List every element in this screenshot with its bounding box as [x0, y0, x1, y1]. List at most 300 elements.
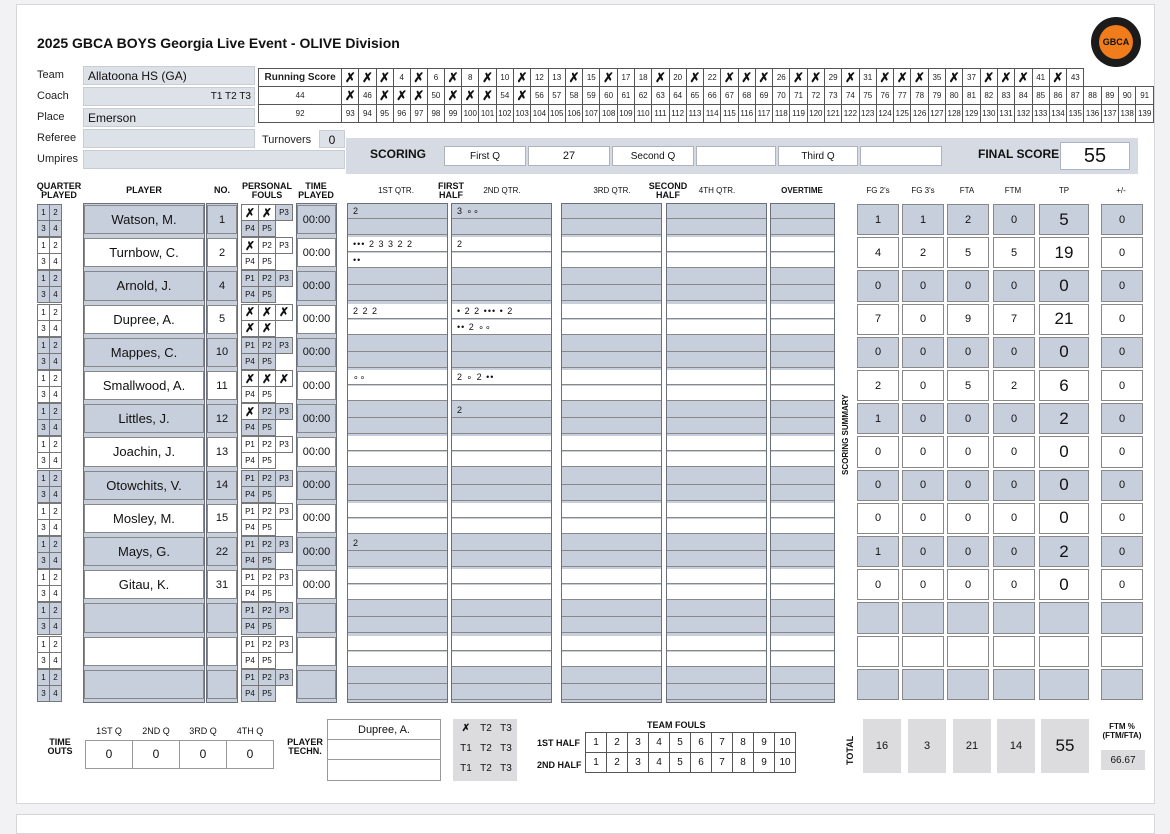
- player-name[interactable]: Otowchits, V.: [84, 471, 204, 500]
- running-score-139[interactable]: 139: [1136, 105, 1154, 123]
- quarter-box[interactable]: 4: [50, 685, 62, 701]
- player-number[interactable]: 31: [207, 570, 237, 599]
- foul-box-marked[interactable]: ✗: [242, 371, 259, 387]
- q3-score-cell[interactable]: [562, 270, 661, 285]
- quarter-box[interactable]: 4: [50, 353, 62, 369]
- running-score-105[interactable]: 105: [548, 105, 565, 123]
- foul-box[interactable]: P2: [259, 271, 276, 287]
- foul-box[interactable]: P5: [259, 387, 276, 403]
- running-score-75[interactable]: 75: [859, 87, 876, 105]
- quarter-box[interactable]: 3: [38, 420, 50, 436]
- running-score-63[interactable]: 63: [652, 87, 669, 105]
- player-number[interactable]: 10: [207, 338, 237, 367]
- ot-score-cell[interactable]: [771, 669, 834, 684]
- q4-score-cell[interactable]: [667, 370, 766, 385]
- quarter-box[interactable]: 2: [50, 304, 62, 320]
- quarter-box[interactable]: 1: [38, 503, 50, 519]
- foul-box-marked[interactable]: ✗: [276, 304, 293, 320]
- tech-box[interactable]: T2: [480, 723, 492, 734]
- running-score-132[interactable]: 132: [1015, 105, 1032, 123]
- running-score-20[interactable]: 20: [669, 69, 686, 87]
- foul-box[interactable]: P3: [276, 470, 293, 486]
- quarter-box[interactable]: 1: [38, 271, 50, 287]
- q1-score-cell[interactable]: [348, 652, 447, 667]
- time-played[interactable]: 00:00: [297, 371, 336, 400]
- q4-score-cell[interactable]: [667, 204, 766, 219]
- running-score-51[interactable]: ✗: [444, 87, 461, 105]
- ot-score-cell[interactable]: [771, 304, 834, 319]
- q3-score-cell[interactable]: [562, 602, 661, 617]
- ot-score-cell[interactable]: [771, 585, 834, 600]
- foul-box[interactable]: P3: [276, 636, 293, 652]
- time-played[interactable]: 00:00: [297, 471, 336, 500]
- q3-score-cell[interactable]: [562, 237, 661, 252]
- ot-score-cell[interactable]: [771, 602, 834, 617]
- team-foul-box[interactable]: 1: [586, 753, 607, 773]
- q4-score-cell[interactable]: [667, 320, 766, 335]
- q3-score-cell[interactable]: [562, 220, 661, 235]
- tech-box[interactable]: T2: [480, 743, 492, 754]
- running-score-5[interactable]: ✗: [410, 69, 427, 87]
- foul-box[interactable]: P5: [259, 619, 276, 635]
- quarter-box[interactable]: 4: [50, 221, 62, 237]
- team-foul-box[interactable]: 9: [754, 753, 775, 773]
- player-name[interactable]: Turnbow, C.: [84, 238, 204, 267]
- running-score-12[interactable]: 12: [531, 69, 548, 87]
- foul-box[interactable]: P4: [242, 387, 259, 403]
- foul-box[interactable]: P1: [242, 537, 259, 553]
- player-number[interactable]: [207, 670, 237, 699]
- running-score-125[interactable]: 125: [894, 105, 911, 123]
- foul-box[interactable]: P2: [259, 503, 276, 519]
- time-played[interactable]: [297, 670, 336, 699]
- player-name[interactable]: Mosley, M.: [84, 504, 204, 533]
- team-foul-box[interactable]: 8: [733, 753, 754, 773]
- running-score-138[interactable]: 138: [1119, 105, 1136, 123]
- foul-box[interactable]: P4: [242, 652, 259, 668]
- running-score-89[interactable]: 89: [1101, 87, 1118, 105]
- q2-score-cell[interactable]: [452, 685, 551, 700]
- player-name[interactable]: Arnold, J.: [84, 271, 204, 300]
- foul-box-marked[interactable]: ✗: [259, 371, 276, 387]
- foul-box[interactable]: P4: [242, 453, 259, 469]
- ot-score-cell[interactable]: [771, 270, 834, 285]
- q2-score-cell[interactable]: [452, 636, 551, 651]
- player-name[interactable]: Mappes, C.: [84, 338, 204, 367]
- running-score-9[interactable]: ✗: [479, 69, 496, 87]
- quarter-box[interactable]: 2: [50, 337, 62, 353]
- q4-score-cell[interactable]: [667, 585, 766, 600]
- running-score-83[interactable]: 83: [997, 87, 1014, 105]
- running-score-47[interactable]: ✗: [376, 87, 393, 105]
- running-score-46[interactable]: 46: [359, 87, 376, 105]
- time-played[interactable]: 00:00: [297, 437, 336, 466]
- q4-score-cell[interactable]: [667, 452, 766, 467]
- running-score-19[interactable]: ✗: [652, 69, 669, 87]
- running-score-14[interactable]: ✗: [565, 69, 582, 87]
- tech-box[interactable]: T3: [500, 723, 512, 734]
- team-foul-box[interactable]: 8: [733, 733, 754, 753]
- foul-box[interactable]: P1: [242, 470, 259, 486]
- time-played[interactable]: 00:00: [297, 570, 336, 599]
- q4-score-cell[interactable]: [667, 569, 766, 584]
- quarter-box[interactable]: 3: [38, 586, 50, 602]
- q1-score-cell[interactable]: [348, 669, 447, 684]
- running-score-34[interactable]: ✗: [911, 69, 928, 87]
- player-tech-name-1[interactable]: Dupree, A.: [328, 720, 440, 740]
- quarter-box[interactable]: 2: [50, 371, 62, 387]
- running-score-26[interactable]: 26: [773, 69, 790, 87]
- q4-score-cell[interactable]: [667, 618, 766, 633]
- foul-box[interactable]: P4: [242, 221, 259, 237]
- foul-box[interactable]: P5: [259, 353, 276, 369]
- quarter-box[interactable]: 3: [38, 685, 50, 701]
- running-score-27[interactable]: ✗: [790, 69, 807, 87]
- foul-box[interactable]: P4: [242, 420, 259, 436]
- foul-box[interactable]: P5: [259, 221, 276, 237]
- ot-score-cell[interactable]: [771, 353, 834, 368]
- foul-box[interactable]: P4: [242, 685, 259, 701]
- player-name[interactable]: [84, 637, 204, 666]
- foul-box-marked[interactable]: ✗: [242, 304, 259, 320]
- player-number[interactable]: [207, 637, 237, 666]
- quarter-box[interactable]: 2: [50, 404, 62, 420]
- q3-score-cell[interactable]: [562, 652, 661, 667]
- foul-box[interactable]: P1: [242, 437, 259, 453]
- quarter-box[interactable]: 2: [50, 238, 62, 254]
- q4-score-cell[interactable]: [667, 685, 766, 700]
- q1-score-cell[interactable]: [348, 270, 447, 285]
- time-played[interactable]: 00:00: [297, 404, 336, 433]
- ot-score-cell[interactable]: [771, 503, 834, 518]
- running-score-25[interactable]: ✗: [755, 69, 772, 87]
- team-foul-box[interactable]: 4: [649, 733, 670, 753]
- running-score-107[interactable]: 107: [583, 105, 600, 123]
- ot-score-cell[interactable]: [771, 370, 834, 385]
- player-number[interactable]: 1: [207, 205, 237, 234]
- q4-score-cell[interactable]: [667, 602, 766, 617]
- quarter-box[interactable]: 4: [50, 320, 62, 336]
- running-score-97[interactable]: 97: [410, 105, 427, 123]
- player-number[interactable]: 14: [207, 471, 237, 500]
- running-score-8[interactable]: 8: [462, 69, 479, 87]
- first-q-value[interactable]: 27: [528, 146, 610, 166]
- q1-score-cell[interactable]: [348, 403, 447, 418]
- q1-score-cell[interactable]: 2 2 2: [348, 304, 447, 319]
- q3-score-cell[interactable]: [562, 337, 661, 352]
- q3-score-cell[interactable]: [562, 304, 661, 319]
- running-score-91[interactable]: 91: [1136, 87, 1154, 105]
- player-name[interactable]: [84, 670, 204, 699]
- q1-score-cell[interactable]: [348, 636, 447, 651]
- q2-score-cell[interactable]: [452, 253, 551, 268]
- timeout-value-q1[interactable]: 0: [86, 740, 133, 768]
- running-score-117[interactable]: 117: [755, 105, 772, 123]
- q2-score-cell[interactable]: [452, 286, 551, 301]
- q3-score-cell[interactable]: [562, 470, 661, 485]
- running-score-56[interactable]: 56: [531, 87, 548, 105]
- running-score-4[interactable]: 4: [393, 69, 410, 87]
- running-score-69[interactable]: 69: [755, 87, 772, 105]
- quarter-box[interactable]: 4: [50, 652, 62, 668]
- q4-score-cell[interactable]: [667, 237, 766, 252]
- running-score-13[interactable]: 13: [548, 69, 565, 87]
- foul-box[interactable]: P2: [259, 238, 276, 254]
- running-score-87[interactable]: 87: [1067, 87, 1084, 105]
- ot-score-cell[interactable]: [771, 569, 834, 584]
- q3-score-cell[interactable]: [562, 320, 661, 335]
- foul-box[interactable]: P3: [276, 404, 293, 420]
- running-score-10[interactable]: 10: [496, 69, 513, 87]
- ot-score-cell[interactable]: [771, 636, 834, 651]
- q3-score-cell[interactable]: [562, 552, 661, 567]
- q2-score-cell[interactable]: [452, 652, 551, 667]
- quarter-box[interactable]: 4: [50, 486, 62, 502]
- quarter-box[interactable]: 1: [38, 238, 50, 254]
- running-score-37[interactable]: 37: [963, 69, 980, 87]
- player-tech-name-2[interactable]: [328, 740, 440, 760]
- q3-score-cell[interactable]: [562, 503, 661, 518]
- running-score-66[interactable]: 66: [704, 87, 721, 105]
- player-tech-name-3[interactable]: [328, 760, 440, 780]
- running-score-50[interactable]: 50: [427, 87, 444, 105]
- running-score-103[interactable]: 103: [513, 105, 530, 123]
- running-score-36[interactable]: ✗: [946, 69, 963, 87]
- q4-score-cell[interactable]: [667, 304, 766, 319]
- foul-box[interactable]: P5: [259, 553, 276, 569]
- running-score-38[interactable]: ✗: [980, 69, 997, 87]
- team-foul-box[interactable]: 10: [775, 753, 796, 773]
- running-score-74[interactable]: 74: [842, 87, 859, 105]
- quarter-box[interactable]: 1: [38, 603, 50, 619]
- q2-score-cell[interactable]: [452, 220, 551, 235]
- foul-box[interactable]: P3: [276, 205, 293, 221]
- q4-score-cell[interactable]: [667, 353, 766, 368]
- q4-score-cell[interactable]: [667, 419, 766, 434]
- quarter-box[interactable]: 1: [38, 636, 50, 652]
- q2-score-cell[interactable]: •• 2 ∘∘: [452, 320, 551, 335]
- tech-box[interactable]: T3: [500, 763, 512, 774]
- foul-box[interactable]: P2: [259, 603, 276, 619]
- q1-score-cell[interactable]: [348, 552, 447, 567]
- foul-box[interactable]: P4: [242, 254, 259, 270]
- quarter-box[interactable]: 3: [38, 287, 50, 303]
- team-field[interactable]: Allatoona HS (GA): [83, 66, 255, 85]
- team-foul-box[interactable]: 6: [691, 753, 712, 773]
- quarter-box[interactable]: 4: [50, 287, 62, 303]
- q2-score-cell[interactable]: • 2 2 ••• • 2: [452, 304, 551, 319]
- quarter-box[interactable]: 2: [50, 271, 62, 287]
- foul-box[interactable]: P3: [276, 238, 293, 254]
- q1-score-cell[interactable]: [348, 685, 447, 700]
- running-score-124[interactable]: 124: [876, 105, 893, 123]
- ot-score-cell[interactable]: [771, 253, 834, 268]
- quarter-box[interactable]: 1: [38, 570, 50, 586]
- running-score-101[interactable]: 101: [479, 105, 496, 123]
- ot-score-cell[interactable]: [771, 519, 834, 534]
- q1-score-cell[interactable]: [348, 220, 447, 235]
- q2-score-cell[interactable]: [452, 436, 551, 451]
- referee-field[interactable]: [83, 129, 255, 148]
- ot-score-cell[interactable]: [771, 436, 834, 451]
- q4-score-cell[interactable]: [667, 270, 766, 285]
- running-score-95[interactable]: 95: [376, 105, 393, 123]
- team-foul-box[interactable]: 2: [607, 733, 628, 753]
- running-score-11[interactable]: ✗: [513, 69, 530, 87]
- running-score-33[interactable]: ✗: [894, 69, 911, 87]
- q3-score-cell[interactable]: [562, 204, 661, 219]
- q3-score-cell[interactable]: [562, 618, 661, 633]
- q2-score-cell[interactable]: [452, 552, 551, 567]
- team-foul-box[interactable]: 5: [670, 733, 691, 753]
- quarter-box[interactable]: 1: [38, 537, 50, 553]
- player-number[interactable]: [207, 603, 237, 632]
- tech-box[interactable]: T1: [460, 743, 472, 754]
- final-score-value[interactable]: 55: [1060, 142, 1130, 170]
- player-number[interactable]: 11: [207, 371, 237, 400]
- time-played[interactable]: [297, 603, 336, 632]
- q1-score-cell[interactable]: [348, 337, 447, 352]
- running-score-84[interactable]: 84: [1015, 87, 1032, 105]
- quarter-box[interactable]: 1: [38, 470, 50, 486]
- running-score-42[interactable]: ✗: [1049, 69, 1066, 87]
- foul-box[interactable]: P1: [242, 503, 259, 519]
- time-played[interactable]: 00:00: [297, 271, 336, 300]
- q1-score-cell[interactable]: [348, 618, 447, 633]
- turnovers-field[interactable]: 0: [319, 130, 345, 148]
- running-score-92[interactable]: 92: [259, 105, 342, 123]
- q2-score-cell[interactable]: [452, 419, 551, 434]
- quarter-box[interactable]: 1: [38, 337, 50, 353]
- running-score-30[interactable]: ✗: [842, 69, 859, 87]
- quarter-box[interactable]: 3: [38, 619, 50, 635]
- running-score-118[interactable]: 118: [773, 105, 790, 123]
- quarter-box[interactable]: 3: [38, 652, 50, 668]
- quarter-box[interactable]: 2: [50, 636, 62, 652]
- q2-score-cell[interactable]: [452, 452, 551, 467]
- q1-score-cell[interactable]: 2: [348, 204, 447, 219]
- q3-score-cell[interactable]: [562, 419, 661, 434]
- quarter-box[interactable]: 2: [50, 503, 62, 519]
- q4-score-cell[interactable]: [667, 486, 766, 501]
- q2-score-cell[interactable]: 3 ∘∘: [452, 204, 551, 219]
- player-name[interactable]: Smallwood, A.: [84, 371, 204, 400]
- foul-box[interactable]: P4: [242, 486, 259, 502]
- running-score-70[interactable]: 70: [773, 87, 790, 105]
- foul-box[interactable]: P1: [242, 669, 259, 685]
- q1-score-cell[interactable]: 2: [348, 536, 447, 551]
- team-foul-box[interactable]: 5: [670, 753, 691, 773]
- quarter-box[interactable]: 3: [38, 519, 50, 535]
- timeout-value-q4[interactable]: 0: [227, 740, 274, 768]
- quarter-box[interactable]: 4: [50, 420, 62, 436]
- q3-score-cell[interactable]: [562, 370, 661, 385]
- running-score-21[interactable]: ✗: [686, 69, 703, 87]
- running-score-39[interactable]: ✗: [997, 69, 1014, 87]
- running-score-100[interactable]: 100: [462, 105, 479, 123]
- q2-score-cell[interactable]: [452, 503, 551, 518]
- running-score-23[interactable]: ✗: [721, 69, 738, 87]
- time-played[interactable]: 00:00: [297, 305, 336, 334]
- q3-score-cell[interactable]: [562, 286, 661, 301]
- q1-score-cell[interactable]: [348, 452, 447, 467]
- running-score-59[interactable]: 59: [583, 87, 600, 105]
- tech-box[interactable]: T2: [480, 763, 492, 774]
- running-score-43[interactable]: 43: [1067, 69, 1084, 87]
- foul-box-marked[interactable]: ✗: [259, 304, 276, 320]
- running-score-48[interactable]: ✗: [393, 87, 410, 105]
- ot-score-cell[interactable]: [771, 237, 834, 252]
- q2-score-cell[interactable]: [452, 386, 551, 401]
- quarter-box[interactable]: 4: [50, 553, 62, 569]
- foul-box[interactable]: P1: [242, 337, 259, 353]
- q3-score-cell[interactable]: [562, 353, 661, 368]
- running-score-128[interactable]: 128: [946, 105, 963, 123]
- running-score-22[interactable]: 22: [704, 69, 721, 87]
- running-score-111[interactable]: 111: [652, 105, 669, 123]
- running-score-135[interactable]: 135: [1067, 105, 1084, 123]
- running-score-106[interactable]: 106: [565, 105, 582, 123]
- time-played[interactable]: 00:00: [297, 504, 336, 533]
- running-score-60[interactable]: 60: [600, 87, 617, 105]
- foul-box[interactable]: P4: [242, 553, 259, 569]
- q3-score-cell[interactable]: [562, 386, 661, 401]
- place-field[interactable]: Emerson: [83, 108, 255, 127]
- q2-score-cell[interactable]: [452, 536, 551, 551]
- ot-score-cell[interactable]: [771, 470, 834, 485]
- q2-score-cell[interactable]: 2 ∘ 2 ••: [452, 370, 551, 385]
- running-score-131[interactable]: 131: [997, 105, 1014, 123]
- foul-box[interactable]: P2: [259, 404, 276, 420]
- tech-box[interactable]: T1: [460, 763, 472, 774]
- foul-box[interactable]: P3: [276, 570, 293, 586]
- q4-score-cell[interactable]: [667, 503, 766, 518]
- running-score-24[interactable]: ✗: [738, 69, 755, 87]
- player-number[interactable]: 4: [207, 271, 237, 300]
- running-score-78[interactable]: 78: [911, 87, 928, 105]
- running-score-15[interactable]: 15: [583, 69, 600, 87]
- q1-score-cell[interactable]: [348, 386, 447, 401]
- q4-score-cell[interactable]: [667, 552, 766, 567]
- running-score-55[interactable]: ✗: [513, 87, 530, 105]
- foul-box[interactable]: P5: [259, 586, 276, 602]
- running-score-16[interactable]: ✗: [600, 69, 617, 87]
- coach-field[interactable]: [83, 87, 255, 106]
- foul-box-marked[interactable]: ✗: [242, 238, 259, 254]
- ot-score-cell[interactable]: [771, 486, 834, 501]
- player-name[interactable]: [84, 603, 204, 632]
- player-name[interactable]: Littles, J.: [84, 404, 204, 433]
- running-score-88[interactable]: 88: [1084, 87, 1101, 105]
- running-score-28[interactable]: ✗: [807, 69, 824, 87]
- timeout-value-q3[interactable]: 0: [180, 740, 227, 768]
- quarter-box[interactable]: 2: [50, 537, 62, 553]
- q3-score-cell[interactable]: [562, 569, 661, 584]
- player-number[interactable]: 2: [207, 238, 237, 267]
- quarter-box[interactable]: 3: [38, 353, 50, 369]
- q3-score-cell[interactable]: [562, 669, 661, 684]
- foul-box-marked[interactable]: ✗: [259, 320, 276, 336]
- running-score-115[interactable]: 115: [721, 105, 738, 123]
- player-name[interactable]: Joachin, J.: [84, 437, 204, 466]
- running-score-62[interactable]: 62: [635, 87, 652, 105]
- q2-score-cell[interactable]: 2: [452, 237, 551, 252]
- q1-score-cell[interactable]: [348, 503, 447, 518]
- ot-score-cell[interactable]: [771, 452, 834, 467]
- foul-box[interactable]: P4: [242, 353, 259, 369]
- foul-box[interactable]: P4: [242, 287, 259, 303]
- time-played[interactable]: [297, 637, 336, 666]
